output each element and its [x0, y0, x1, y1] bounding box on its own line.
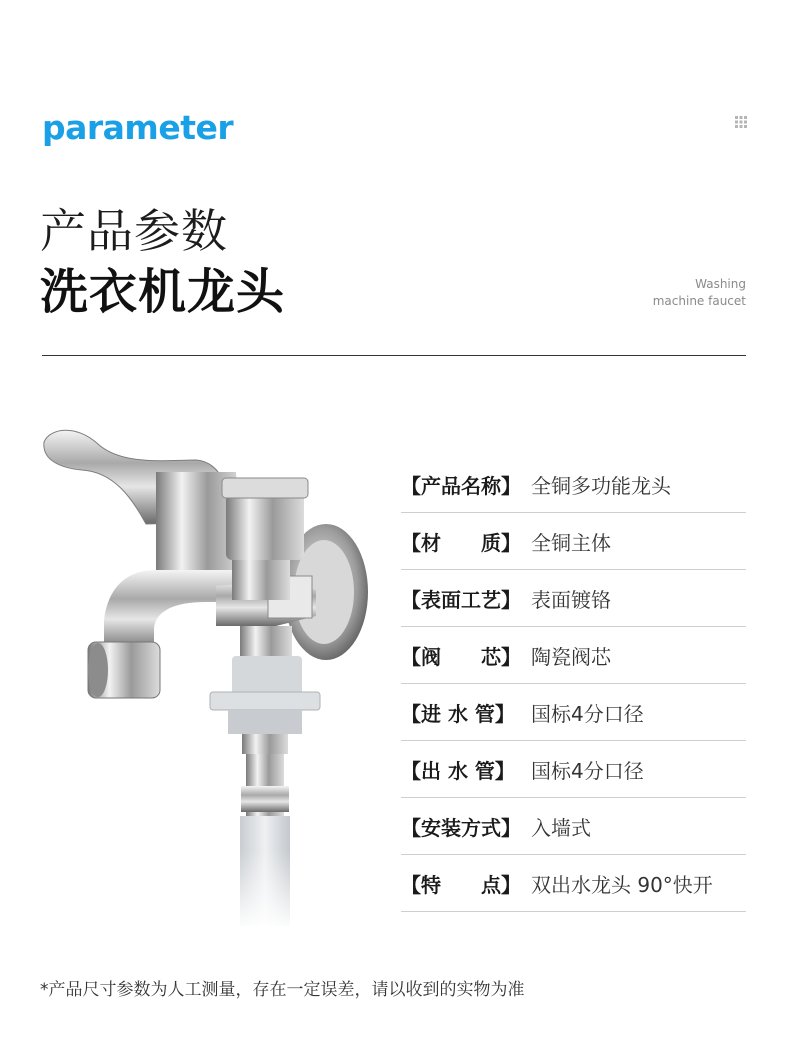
- spec-table: [401, 456, 746, 912]
- disclaimer-footnote: *产品尺寸参数为人工测量，存在一定误差，请以收到的实物为准: [40, 980, 525, 1000]
- spec-row: [401, 513, 746, 570]
- page-title: 产品参数: [40, 204, 228, 258]
- spec-label: 【表面工艺】: [401, 587, 521, 612]
- product-name-title: 洗衣机龙头: [40, 264, 286, 320]
- spec-label: 【阀 芯】: [401, 644, 521, 669]
- spec-value: 表面镀铬: [531, 587, 611, 612]
- spec-value: 全铜主体: [531, 530, 611, 555]
- spec-label: 【材 质】: [401, 530, 521, 555]
- header-divider: [42, 355, 746, 356]
- spec-value: 陶瓷阀芯: [531, 644, 611, 669]
- grid-icon: [735, 116, 747, 128]
- english-subtitle-line2: machine faucet: [652, 294, 746, 308]
- spec-label: 【进 水 管】: [401, 701, 515, 726]
- spec-row: [401, 855, 746, 912]
- spec-label: 【产品名称】: [401, 473, 521, 498]
- section-eyebrow: parameter: [42, 108, 234, 147]
- spec-row: [401, 456, 746, 513]
- faucet-product-image: [36, 420, 376, 930]
- spec-row: [401, 627, 746, 684]
- spec-value: 国标4分口径: [531, 758, 644, 783]
- spec-row: [401, 741, 746, 798]
- spec-value: 国标4分口径: [531, 701, 644, 726]
- spec-label: 【安装方式】: [401, 815, 521, 840]
- english-subtitle-line1: Washing: [695, 277, 746, 291]
- spec-row: [401, 684, 746, 741]
- spec-value: 入墙式: [531, 815, 591, 840]
- spec-label: 【出 水 管】: [401, 758, 515, 783]
- spec-row: [401, 798, 746, 855]
- spec-label: 【特 点】: [401, 872, 521, 897]
- spec-value: 全铜多功能龙头: [531, 473, 671, 498]
- spec-row: [401, 570, 746, 627]
- english-subtitle: [653, 276, 746, 310]
- spec-value: 双出水龙头 90°快开: [531, 872, 713, 897]
